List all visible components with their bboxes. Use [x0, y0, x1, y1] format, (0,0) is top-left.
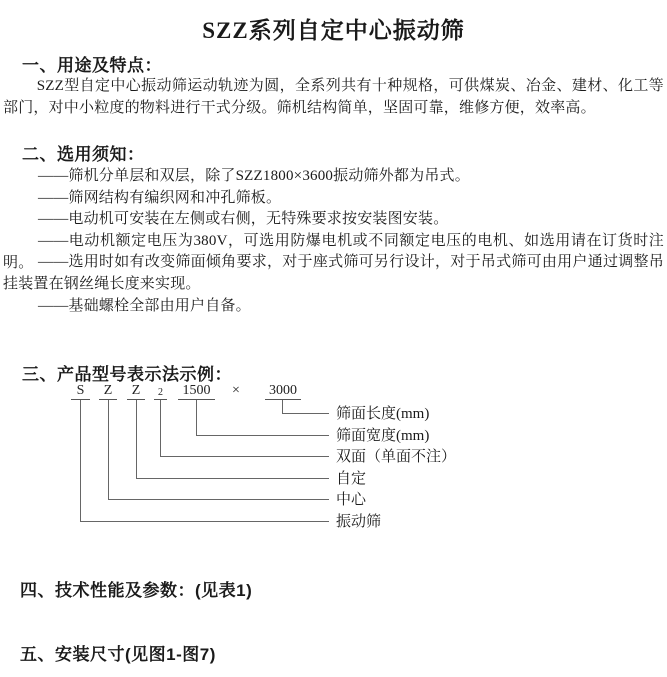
model-label-screen-length: 筛面长度(mm) — [336, 406, 430, 422]
model-code-subscript-2: 2 — [154, 383, 167, 400]
model-code-length-value: 3000 — [265, 383, 301, 400]
section-3-heading: 三、产品型号表示法示例： — [22, 365, 232, 384]
model-label-self: 自定 — [336, 471, 367, 487]
model-code-width-value: 1500 — [178, 383, 215, 400]
list-item: ——筛网结构有编织网和冲孔筛板。 — [38, 190, 282, 206]
section-1-heading: 一、用途及特点： — [22, 56, 162, 75]
model-label-vibrating-screen: 振动筛 — [336, 514, 382, 530]
multiply-sign: × — [232, 383, 240, 398]
list-item: ——电动机可安装在左侧或右侧，无特殊要求按安装图安装。 — [38, 211, 449, 227]
page-title: SZZ系列自定中心振动筛 — [202, 18, 465, 43]
list-item: ——筛机分单层和双层，除了SZZ1800×3600振动筛外都为吊式。 — [38, 168, 470, 184]
model-code-letter-z2: Z — [127, 383, 145, 400]
section-4-heading: 四、技术性能及参数：(见表1) — [20, 581, 253, 600]
model-code-letter-s: S — [71, 383, 90, 400]
list-item: ——电动机额定电压为380V，可选用防爆电机或不同额定电压的电机、如选用请在订货时注明。 — [3, 233, 664, 271]
section-5-heading: 五、安装尺寸(见图1-图7) — [20, 645, 216, 664]
list-item: ——基础螺栓全部由用户自备。 — [38, 298, 251, 314]
model-code-letter-z1: Z — [99, 383, 117, 400]
model-label-center: 中心 — [336, 492, 367, 508]
section-1-paragraph: SZZ型自定中心振动筛运动轨迹为圆，全系列共有十种规格，可供煤炭、冶金、建材、化工等部门，对中小粒度的物料进行干式分级。筛机结构简单，坚固可靠，维修方便，效率高。 — [3, 78, 664, 116]
section-2-heading: 二、选用须知： — [22, 145, 145, 164]
model-label-screen-width: 筛面宽度(mm) — [336, 428, 430, 444]
model-label-double-deck: 双面（单面不注） — [336, 449, 457, 465]
list-item: ——选用时如有改变筛面倾角要求，对于座式筛可另行设计，对于吊式筛可由用户通过调整吊挂装置在钢丝绳长度来实现。 — [3, 254, 664, 292]
